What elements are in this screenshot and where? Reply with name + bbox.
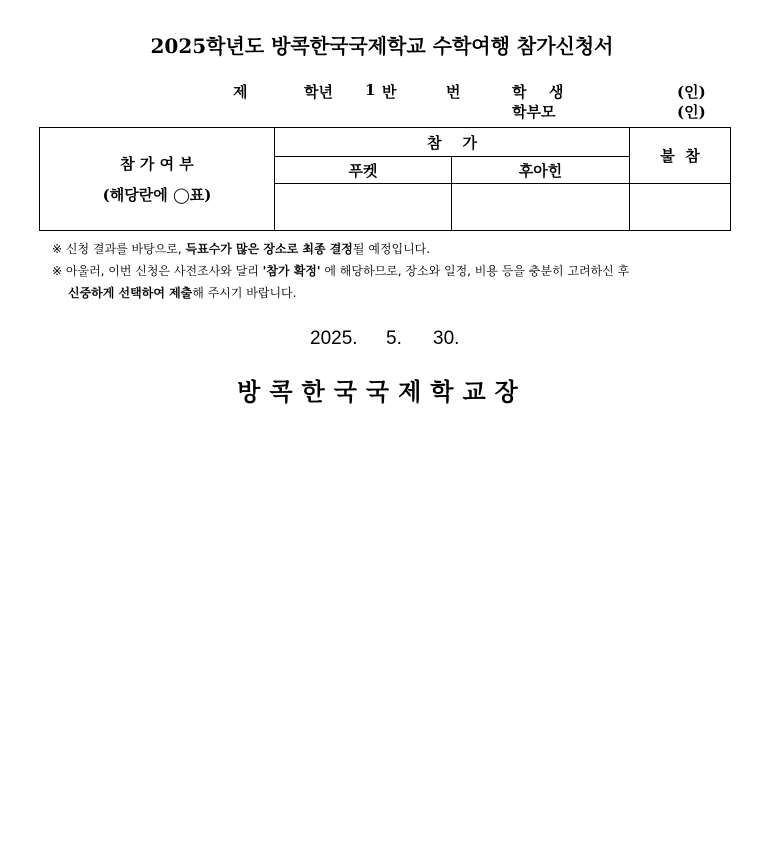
student-label-saeng: 생	[549, 83, 564, 101]
note-2-bold-2: 신중하게 선택하여 제출	[68, 286, 193, 300]
student-label-hak: 학	[512, 83, 527, 101]
class-number: 1	[365, 81, 376, 99]
not-participate-header: 불 참	[630, 128, 731, 184]
note-mark: ※	[52, 242, 63, 256]
signer-name: 방콕한국국제학교장	[237, 377, 527, 406]
note-mark: ※	[52, 264, 63, 278]
participate-header: 참 가	[275, 128, 630, 157]
option-phuket-header: 푸켓	[275, 157, 452, 184]
note-1-text: 신청 결과를 바탕으로,	[65, 242, 186, 256]
date-month: 5.	[386, 328, 402, 349]
grade-label: 학년	[304, 83, 333, 101]
date-year: 2025.	[310, 328, 358, 349]
note-1-bold: 득표수가 많은 장소로 최종 결정	[185, 242, 353, 256]
note-2-text: 아울러, 이번 신청은 사전조사와 달리	[65, 264, 263, 278]
option-huahin-header: 후아힌	[452, 157, 630, 184]
phuket-mark-cell[interactable]	[275, 184, 452, 231]
note-2	[52, 262, 629, 279]
note-2-cont	[68, 284, 296, 301]
class-label: 반	[382, 83, 397, 101]
participation-label: 참 가 여 부	[120, 155, 194, 173]
participation-table	[39, 127, 731, 231]
note-1-text-end: 될 예정입니다.	[352, 242, 431, 256]
participation-label-cell	[40, 128, 275, 231]
date-day: 30.	[433, 328, 460, 349]
note-2-text-end: 해 주시기 바랍니다.	[192, 286, 297, 300]
number-label: 번	[446, 83, 461, 101]
note-1	[52, 240, 430, 257]
participation-instruction: (해당란에 ◯표)	[102, 186, 212, 204]
not-participate-mark-cell[interactable]	[630, 184, 731, 231]
note-2-text-mid: 에 해당하므로, 장소와 일정, 비용 등을 충분히 고려하신 후	[320, 264, 630, 278]
parent-label: 학부모	[512, 103, 556, 121]
student-seal: (인)	[677, 83, 706, 101]
note-2-bold: '참가 확정'	[262, 264, 321, 278]
huahin-mark-cell[interactable]	[452, 184, 630, 231]
parent-seal: (인)	[677, 103, 706, 121]
je-label: 제	[233, 83, 248, 101]
form-title: 2025학년도 방콕한국국제학교 수학여행 참가신청서	[150, 34, 614, 58]
